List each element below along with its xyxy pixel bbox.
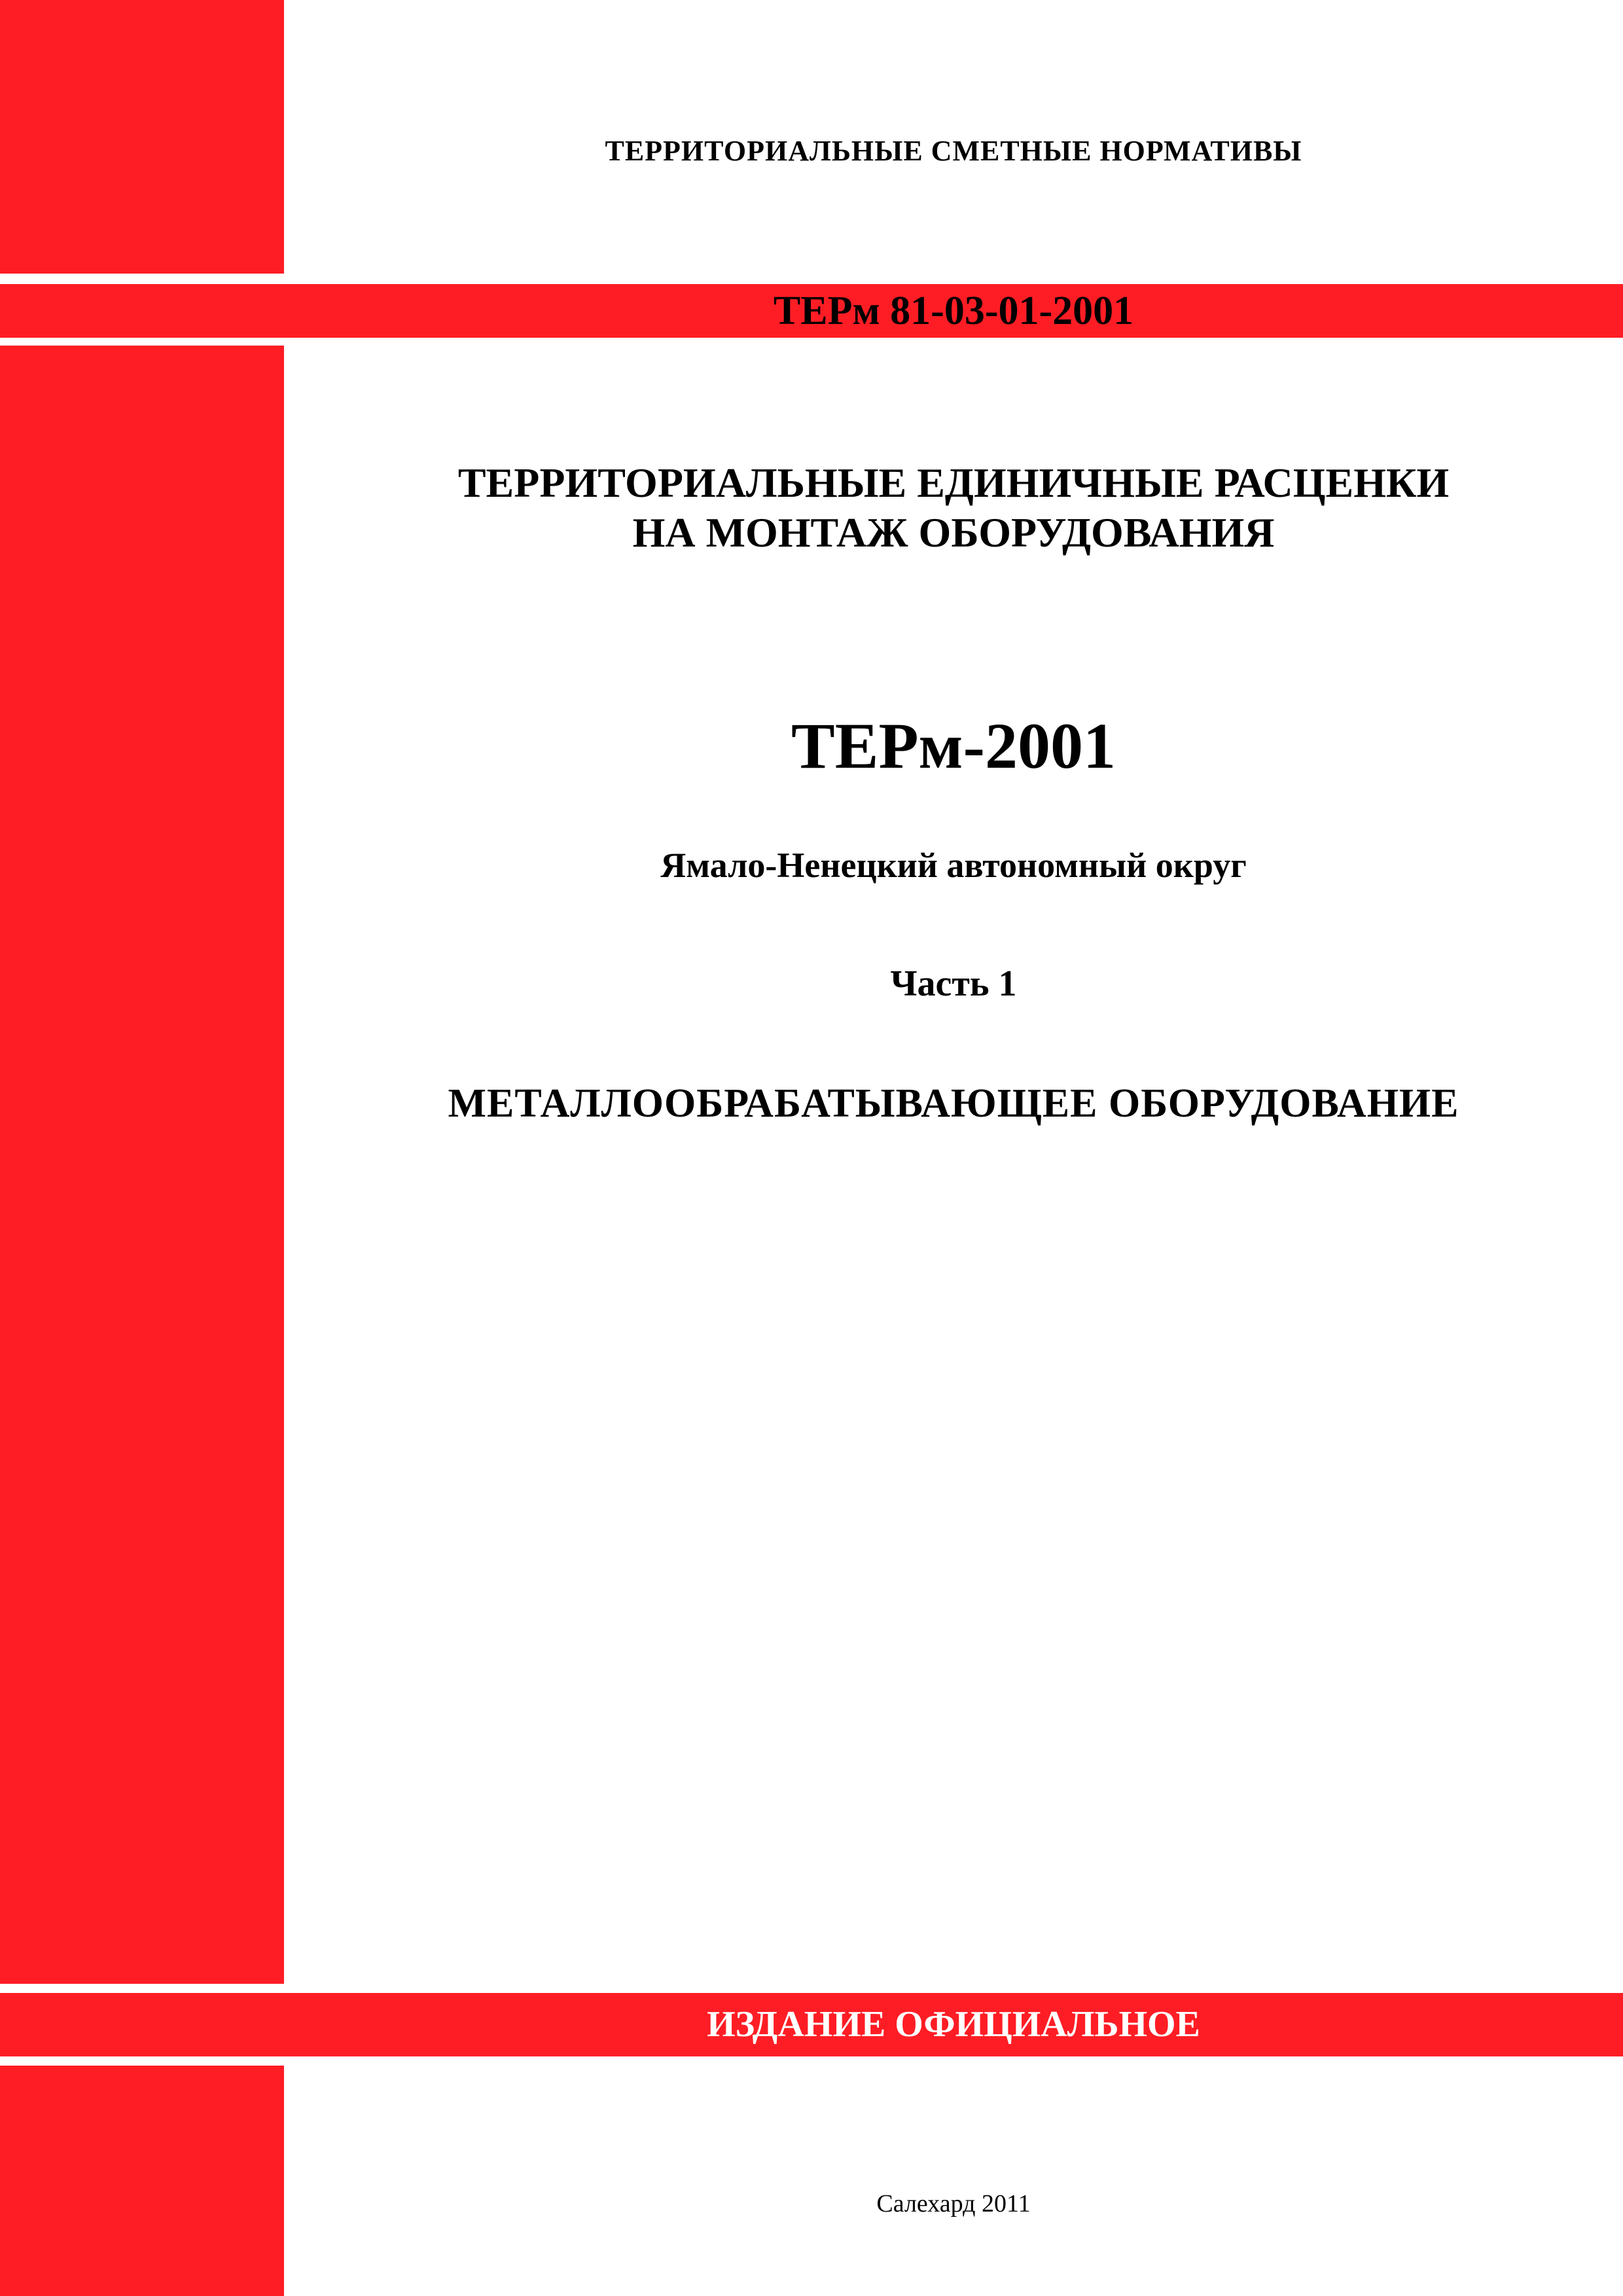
short-code: ТЕРм-2001 [791,709,1116,782]
document-code: ТЕРм 81-03-01-2001 [773,289,1134,333]
red-stripe-top [0,0,284,274]
main-title-line-2: НА МОНТАЖ ОБОРУДОВАНИЯ [632,509,1275,556]
part-title: МЕТАЛЛООБРАБАТЫВАЮЩЕЕ ОБОРУДОВАНИЕ [448,1081,1459,1126]
red-stripe-bottom [0,2066,284,2296]
region-name: Ямало-Ненецкий автономный округ [660,846,1247,885]
edition-label: ИЗДАНИЕ ОФИЦИАЛЬНОЕ [707,2004,1200,2045]
main-title [284,458,1623,558]
imprint-place-year: Салехард 2011 [876,2190,1031,2217]
main-title-line-1: ТЕРРИТОРИАЛЬНЫЕ ЕДИНИЧНЫЕ РАСЦЕНКИ [457,459,1450,506]
red-stripe-middle [0,346,284,1984]
series-title: ТЕРРИТОРИАЛЬНЫЕ СМЕТНЫЕ НОРМАТИВЫ [605,135,1302,167]
part-number: Часть 1 [890,963,1017,1004]
